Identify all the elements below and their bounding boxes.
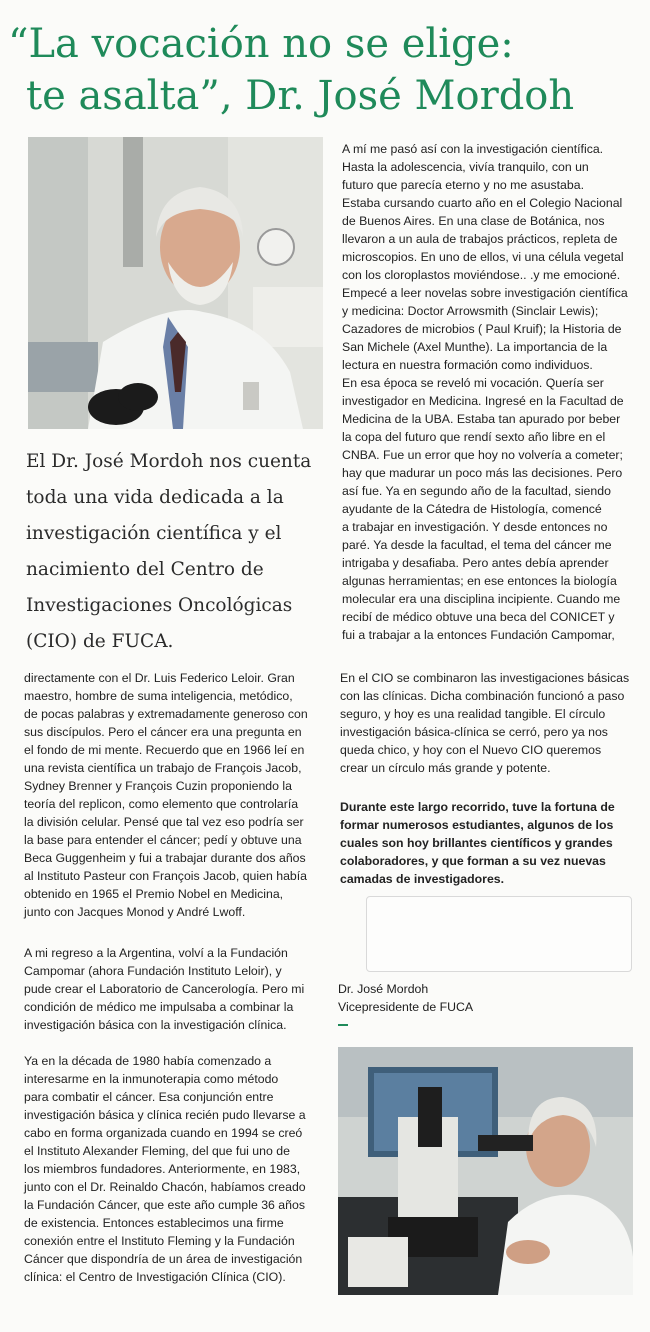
text-line: con las clínicas. Dicha combinación funcionó a paso bbox=[340, 689, 625, 703]
text-line: Ya en la década de 1980 había comenzado a bbox=[24, 1054, 272, 1068]
article-headline bbox=[8, 18, 638, 122]
text-line: investigación básica-clínica se cerró, pero ya nos bbox=[340, 725, 608, 739]
text-line: el Instituto Alexander Fleming, del que fui uno de bbox=[24, 1144, 290, 1158]
text-line: de pocas palabras y extremadamente generoso con bbox=[24, 707, 308, 721]
text-line: junto con Jacques Monod y André Lwoff. bbox=[24, 905, 246, 919]
intro-line: Investigaciones Oncológicas bbox=[26, 595, 293, 616]
text-line: Campomar (ahora Fundación Instituto Leloir), y bbox=[24, 964, 282, 978]
text-line: Medicina de la UBA. Estaba tan apurado por beber bbox=[342, 412, 621, 426]
text-line: recibí de médico obtuve una beca del CONICET y bbox=[342, 610, 615, 624]
headline-line-2: te asalta”, Dr. José Mordoh bbox=[26, 73, 575, 119]
signature-title: Vicepresidente de FUCA bbox=[338, 1000, 474, 1014]
text-line: CNBA. Fue un error que hoy no volvería a cometer; bbox=[342, 448, 623, 462]
intro-line: toda una vida dedicada a la bbox=[26, 487, 284, 508]
text-line: el fondo de mi mente. Recuerdo que en 1966 leí en bbox=[24, 743, 305, 757]
right-paragraph-3-bold bbox=[340, 798, 640, 888]
text-line: Durante este largo recorrido, tuve la fortuna de bbox=[340, 800, 615, 814]
left-paragraph-2 bbox=[24, 944, 324, 1034]
right-paragraph-2 bbox=[340, 669, 640, 777]
left-paragraph-3 bbox=[24, 1052, 324, 1286]
text-line: paré. Ya desde la facultad, el tema del cáncer me bbox=[342, 538, 612, 552]
signature-accent-dash bbox=[338, 1024, 348, 1026]
text-line: investigación básica y clínica recién pudo llevarse a bbox=[24, 1108, 306, 1122]
intro-lede bbox=[26, 444, 326, 660]
text-line: llevaron a un aula de trabajos prácticos, repleta de bbox=[342, 232, 618, 246]
text-line: obtenido en 1965 el Premio Nobel en Medicina, bbox=[24, 887, 284, 901]
signature-box bbox=[366, 896, 632, 972]
text-line: para combatir el cáncer. Esa conjunción entre bbox=[24, 1090, 274, 1104]
intro-line: investigación científica y el bbox=[26, 523, 282, 544]
text-line: seguro, y hoy es una realidad tangible. El círculo bbox=[340, 707, 606, 721]
text-line: así fue. Ya en segundo año de la facultad, siendo bbox=[342, 484, 611, 498]
text-line: colaboradores, y que forman a su vez nuevas bbox=[340, 854, 606, 868]
headline-line-1: “La vocación no se elige: bbox=[8, 21, 514, 67]
text-line: junto con el Dr. Reinaldo Chacón, habíamos creado bbox=[24, 1180, 306, 1194]
text-line: directamente con el Dr. Luis Federico Leloir. Gran bbox=[24, 671, 295, 685]
text-line: una revista científica un trabajo de François Jacob, bbox=[24, 761, 302, 775]
signature-block bbox=[338, 980, 473, 1016]
text-line: a trabajar en investigación. Y desde entonces no bbox=[342, 520, 608, 534]
intro-line: El Dr. José Mordoh nos cuenta bbox=[26, 451, 312, 472]
text-line: de Buenos Aires. En una clase de Botánica, nos bbox=[342, 214, 605, 228]
text-line: crear un círculo más grande y potente. bbox=[340, 761, 551, 775]
text-line: investigador en Medicina. Ingresé en la Facultad de bbox=[342, 394, 624, 408]
text-line: Sydney Brenner y François Cuzin proponiendo la bbox=[24, 779, 292, 793]
text-line: la Fundación Cáncer, que este año cumple 36 años bbox=[24, 1198, 305, 1212]
text-line: de existencia. Entonces establecimos una firme bbox=[24, 1216, 284, 1230]
text-line: ayudante de la Cátedra de Histología, comencé bbox=[342, 502, 602, 516]
text-line: cabo en forma organizada cuando en 1994 se creó bbox=[24, 1126, 303, 1140]
text-line: microscopios. En uno de ellos, vi una célula vegetal bbox=[342, 250, 624, 264]
text-line: Beca Guggenheim y fui a trabajar durante dos años bbox=[24, 851, 306, 865]
text-line: lectura en nuestra formación como individuos. bbox=[342, 358, 593, 372]
text-line: Cáncer que dispondría de un área de investigación bbox=[24, 1252, 303, 1266]
text-line: Cazadores de microbios ( Paul Kruif); la Historia de bbox=[342, 322, 622, 336]
text-line: con los cloroplastos moviéndose.. .y me emocioné. bbox=[342, 268, 621, 282]
text-line: Empecé a leer novelas sobre investigación científica bbox=[342, 286, 628, 300]
text-line: camadas de investigadores. bbox=[340, 872, 505, 886]
intro-line: (CIO) de FUCA. bbox=[26, 631, 174, 652]
text-line: y medicina: Doctor Arrowsmith (Sinclair Lewis); bbox=[342, 304, 599, 318]
text-line: cuales son hoy brillantes científicos y grandes bbox=[340, 836, 613, 850]
text-line: A mí me pasó así con la investigación científica. bbox=[342, 142, 604, 156]
microscope-photo bbox=[338, 1047, 633, 1295]
signature-name: Dr. José Mordoh bbox=[338, 982, 429, 996]
text-line: pude crear el Laboratorio de Cancerología. Pero mi bbox=[24, 982, 305, 996]
text-line: En el CIO se combinaron las investigaciones básicas bbox=[340, 671, 630, 685]
text-line: molecular era una disciplina incipiente. Cuando me bbox=[342, 592, 621, 606]
text-line: A mi regreso a la Argentina, volví a la Fundación bbox=[24, 946, 288, 960]
text-line: investigación básica con la investigación clínica. bbox=[24, 1018, 287, 1032]
text-line: intrigaba y desafiaba. Pero antes debía aprender bbox=[342, 556, 609, 570]
text-line: la división celular. Pensé que tal vez eso podría ser bbox=[24, 815, 304, 829]
portrait-photo bbox=[28, 137, 323, 429]
text-line: futuro que parecía eterno y no me asustaba. bbox=[342, 178, 584, 192]
text-line: la base para entender el cáncer; pedí y obtuve una bbox=[24, 833, 302, 847]
text-line: hay que madurar un poco más las decisiones. Pero bbox=[342, 466, 623, 480]
text-line: clínica: el Centro de Investigación Clínica (CIO). bbox=[24, 1270, 286, 1284]
text-line: interesarme en la inmunoterapia como método bbox=[24, 1072, 279, 1086]
text-line: conexión entre el Instituto Fleming y la Fundación bbox=[24, 1234, 295, 1248]
text-line: teoría del replicon, como elemento que controlaría bbox=[24, 797, 299, 811]
text-line: En esa época se reveló mi vocación. Quería ser bbox=[342, 376, 604, 390]
intro-line: nacimiento del Centro de bbox=[26, 559, 264, 580]
text-line: condición de médico me impulsaba a combinar la bbox=[24, 1000, 294, 1014]
text-line: formar numerosos estudiantes, algunos de los bbox=[340, 818, 614, 832]
text-line: queda chico, y hoy con el Nuevo CIO queremos bbox=[340, 743, 602, 757]
text-line: Estaba cursando cuarto año en el Colegio Nacional bbox=[342, 196, 623, 210]
text-line: algunas herramientas; en ese entonces la biología bbox=[342, 574, 617, 588]
right-paragraph-1 bbox=[342, 140, 642, 644]
text-line: la copa del futuro que rendí sexto año libre en el bbox=[342, 430, 606, 444]
text-line: los miembros fundadores. Anteriormente, en 1983, bbox=[24, 1162, 301, 1176]
text-line: maestro, hombre de suma inteligencia, metódico, bbox=[24, 689, 293, 703]
text-line: San Michele (Axel Munthe). La importancia de la bbox=[342, 340, 608, 354]
left-paragraph-1 bbox=[24, 669, 324, 921]
text-line: al Instituto Pasteur con François Jacob, quien había bbox=[24, 869, 307, 883]
text-line: Hasta la adolescencia, vivía tranquilo, con un bbox=[342, 160, 589, 174]
text-line: sus discípulos. Pero el cáncer era una pregunta en bbox=[24, 725, 302, 739]
text-line: fui a trabajar a la entonces Fundación Campomar, bbox=[342, 628, 615, 642]
